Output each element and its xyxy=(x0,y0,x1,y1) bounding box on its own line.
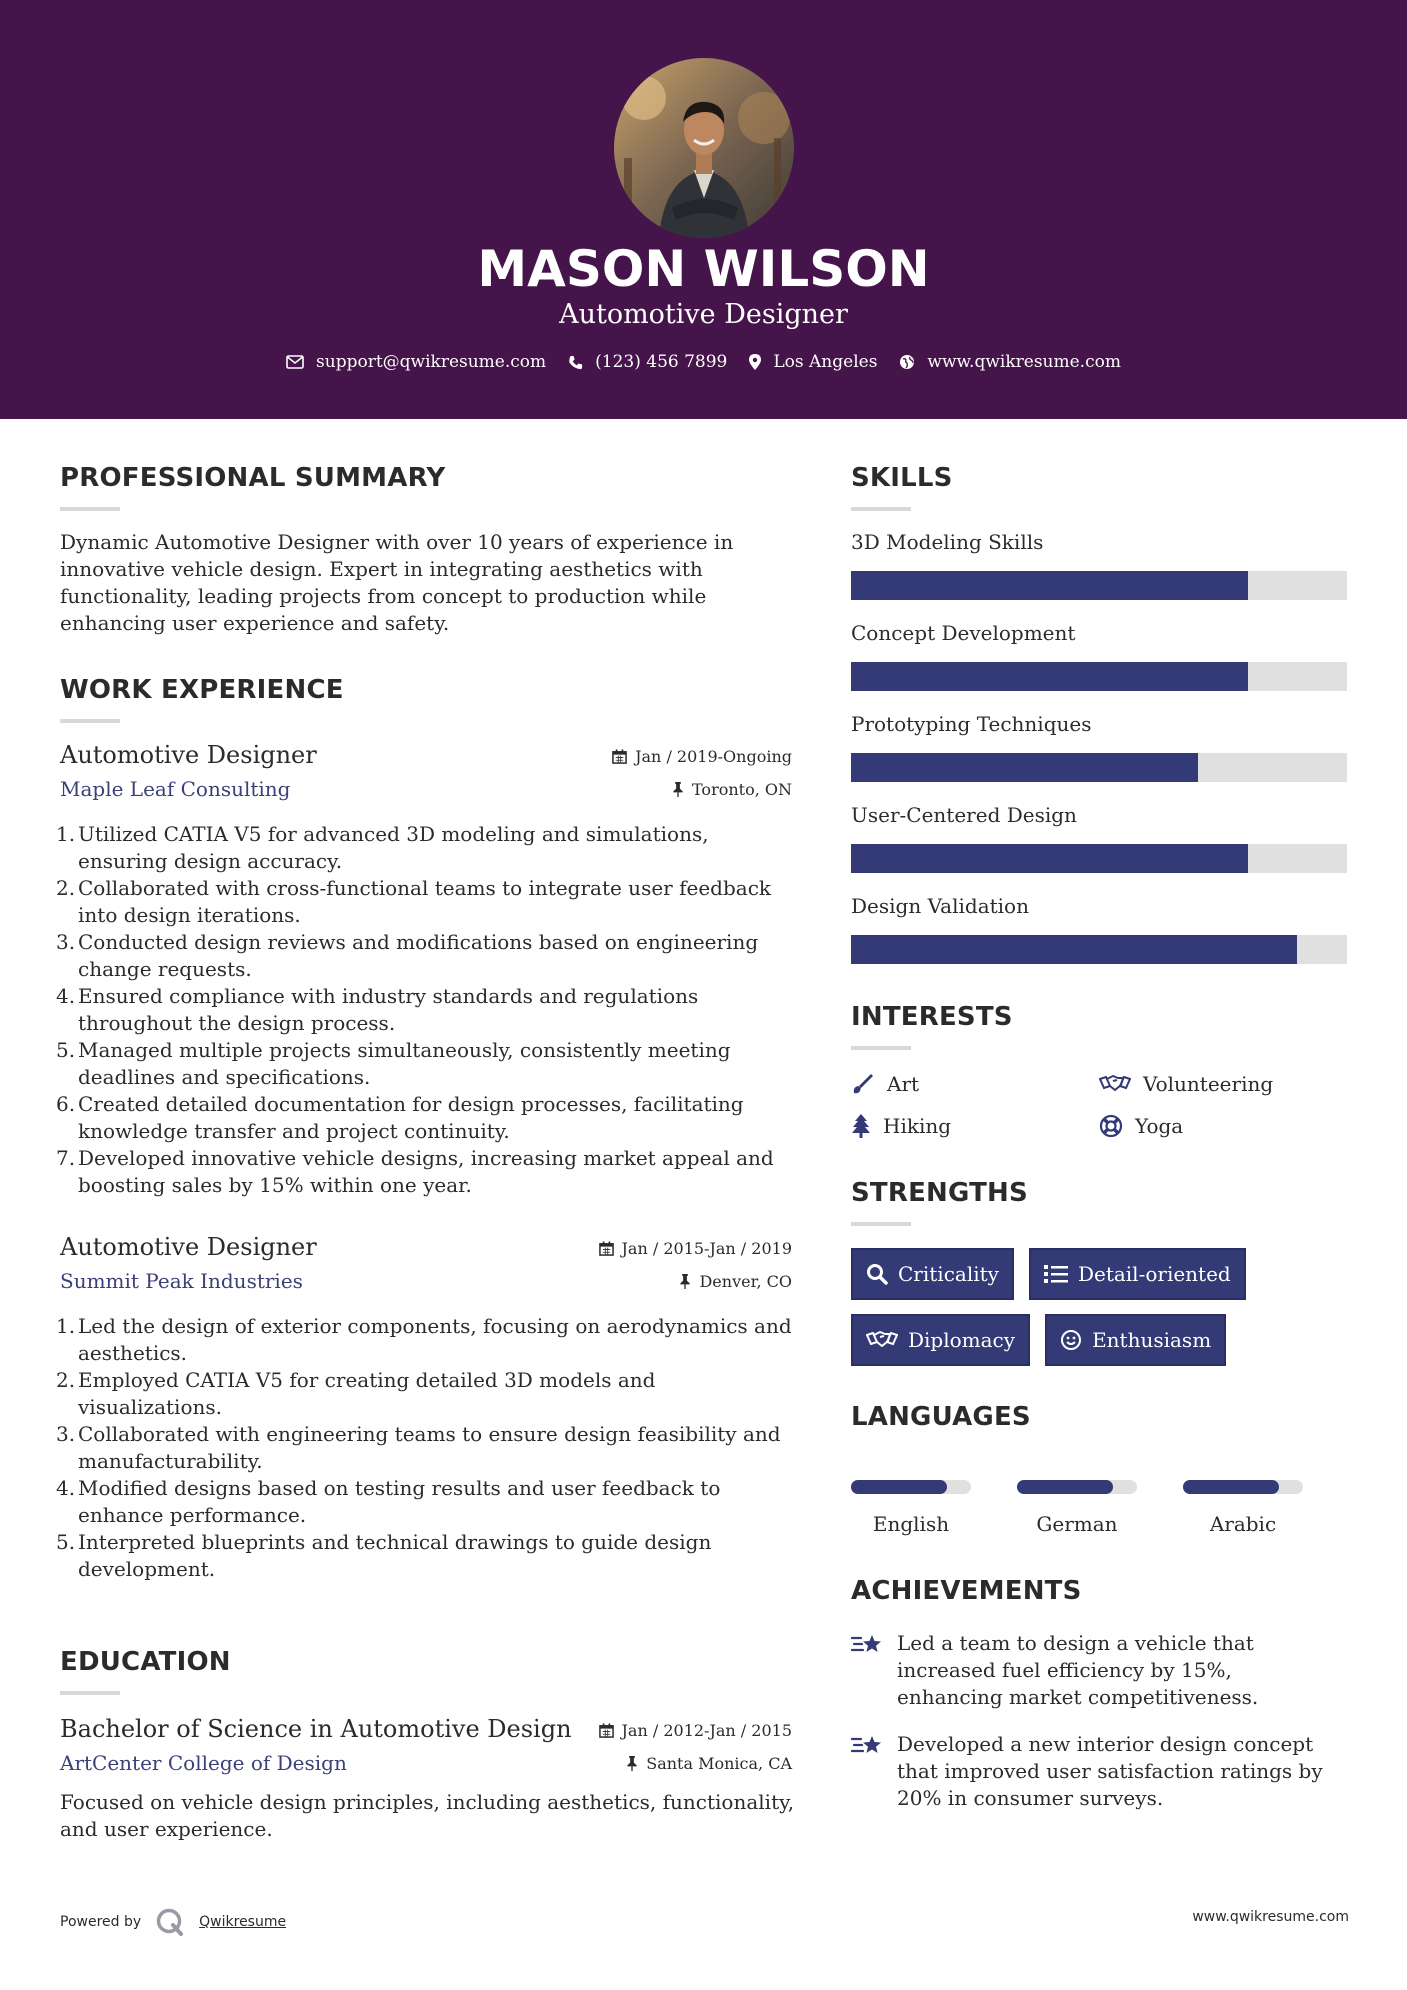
strength-chip xyxy=(851,1248,1014,1300)
skills-heading: SKILLS xyxy=(851,463,953,493)
envelope-icon xyxy=(286,355,304,369)
list-icon xyxy=(1044,1264,1068,1284)
list-item: 5. Managed multiple projects simultaneously, consistently meeting deadlines and specifications. xyxy=(56,1038,731,1089)
skill-item xyxy=(851,802,1349,873)
experience-section xyxy=(56,675,792,1583)
map-pin-icon xyxy=(749,354,761,370)
handshake-icon xyxy=(1099,1073,1131,1095)
handshake-icon xyxy=(866,1329,898,1351)
calendar-icon xyxy=(599,1241,614,1256)
skill-label: Design Validation xyxy=(851,894,1029,918)
skills-list xyxy=(851,529,1349,964)
list-item: 4. Modified designs based on testing results and user feedback to enhance performance. xyxy=(56,1476,721,1527)
summary-section xyxy=(60,463,792,637)
contact-bar xyxy=(0,352,1407,372)
contact-phone[interactable] xyxy=(568,352,727,372)
section-divider xyxy=(851,1222,911,1226)
brand-link[interactable]: Qwikresume xyxy=(199,1914,287,1930)
job-location-text: Denver, CO xyxy=(699,1272,792,1291)
language-item xyxy=(1183,1480,1349,1536)
achievements-heading: ACHIEVEMENTS xyxy=(851,1576,1082,1606)
job-bullets xyxy=(56,1313,792,1583)
paintbrush-icon xyxy=(851,1073,875,1095)
education-header xyxy=(60,1715,792,1787)
contact-email[interactable] xyxy=(286,352,546,372)
section-divider xyxy=(60,719,120,723)
calendar-icon xyxy=(599,1723,614,1738)
achievement-text: Developed a new interior design concept that improved user satisfaction ratings by 20% in consumer surveys. xyxy=(897,1732,1323,1810)
job-entry xyxy=(56,1233,792,1583)
search-icon xyxy=(866,1263,888,1285)
languages-heading: LANGUAGES xyxy=(851,1402,1031,1432)
language-bar xyxy=(1183,1480,1303,1494)
strength-chip xyxy=(1029,1248,1246,1300)
skill-bar-fill xyxy=(851,844,1248,873)
skills-section xyxy=(851,463,1349,964)
job-location xyxy=(679,1272,792,1291)
skill-bar-fill xyxy=(851,662,1248,691)
skill-label: Concept Development xyxy=(851,621,1076,645)
strength-label: Criticality xyxy=(898,1262,999,1286)
job-date xyxy=(599,1239,792,1258)
strength-label: Diplomacy xyxy=(908,1328,1016,1352)
job-company: Summit Peak Industries xyxy=(60,1269,303,1293)
language-label: English xyxy=(872,1512,950,1536)
school-name: ArtCenter College of Design xyxy=(60,1751,347,1775)
tree-icon xyxy=(851,1114,871,1138)
language-label: German xyxy=(1036,1512,1118,1536)
list-item: 2. Employed CATIA V5 for creating detailed 3D models and visualizations. xyxy=(56,1368,656,1419)
contact-location-text: Los Angeles xyxy=(773,352,878,372)
section-divider xyxy=(60,1691,120,1695)
experience-heading: WORK EXPERIENCE xyxy=(60,675,344,705)
list-item: 2. Collaborated with cross-functional teams to integrate user feedback into design iterations. xyxy=(56,876,772,927)
strength-chip xyxy=(851,1314,1030,1366)
education-location-text: Santa Monica, CA xyxy=(646,1754,792,1773)
education-location xyxy=(626,1754,792,1773)
job-date-text: Jan / 2015-Jan / 2019 xyxy=(621,1239,792,1258)
language-item xyxy=(851,1480,1017,1536)
achievements-section xyxy=(851,1576,1349,1812)
language-bar xyxy=(1017,1480,1137,1494)
interest-item xyxy=(1099,1114,1347,1138)
smile-icon xyxy=(1060,1329,1082,1351)
lifering-icon xyxy=(1099,1114,1123,1138)
strengths-section xyxy=(851,1178,1349,1380)
skill-bar xyxy=(851,753,1347,782)
shooting-star-icon xyxy=(851,1632,885,1658)
list-item: 3. Collaborated with engineering teams to ensure design feasibility and manufacturability. xyxy=(56,1422,781,1473)
education-date xyxy=(599,1721,792,1740)
language-bar-fill xyxy=(851,1480,947,1494)
strengths-heading: STRENGTHS xyxy=(851,1178,1028,1208)
phone-icon xyxy=(568,355,583,370)
achievement-text: Led a team to design a vehicle that increased fuel efficiency by 15%, enhancing market competitiveness. xyxy=(897,1631,1259,1709)
list-item: 4. Ensured compliance with industry standards and regulations throughout the design process. xyxy=(56,984,699,1035)
interests-grid xyxy=(851,1072,1349,1138)
interest-label: Art xyxy=(887,1072,920,1096)
profile-photo xyxy=(614,58,794,238)
skill-item xyxy=(851,893,1349,964)
skill-bar-fill xyxy=(851,753,1198,782)
interest-item xyxy=(851,1072,1099,1096)
job-date xyxy=(612,747,792,766)
skill-label: 3D Modeling Skills xyxy=(851,530,1044,554)
strength-chip xyxy=(1045,1314,1226,1366)
pushpin-icon xyxy=(626,1756,638,1771)
section-divider xyxy=(851,507,911,511)
job-header xyxy=(60,741,792,813)
job-title: Automotive Designer xyxy=(60,1233,317,1261)
interests-section xyxy=(851,1002,1349,1138)
job-bullets xyxy=(56,821,792,1199)
interest-item xyxy=(1099,1072,1347,1096)
candidate-role: Automotive Designer xyxy=(559,299,848,330)
contact-email-text[interactable]: support@qwikresume.com xyxy=(316,352,547,372)
interests-heading: INTERESTS xyxy=(851,1002,1013,1032)
job-company: Maple Leaf Consulting xyxy=(60,777,291,801)
resume-header xyxy=(0,0,1407,419)
globe-icon xyxy=(899,354,915,370)
skill-bar xyxy=(851,662,1347,691)
contact-phone-text[interactable]: (123) 456 7899 xyxy=(595,352,728,372)
footer-url[interactable]: www.qwikresume.com xyxy=(1192,1909,1349,1925)
skill-bar xyxy=(851,571,1347,600)
skill-bar-fill xyxy=(851,935,1297,964)
interest-label: Hiking xyxy=(883,1114,952,1138)
section-divider xyxy=(851,1446,911,1450)
achievement-item xyxy=(851,1630,1349,1711)
pushpin-icon xyxy=(679,1274,691,1289)
education-section xyxy=(60,1647,795,1843)
summary-heading: PROFESSIONAL SUMMARY xyxy=(60,463,446,493)
education-description: Focused on vehicle design principles, including aesthetics, functionality, and user experience. xyxy=(60,1790,795,1841)
job-entry xyxy=(56,741,792,1199)
strengths-chips xyxy=(851,1248,1349,1380)
job-location xyxy=(672,780,792,799)
list-item: 1. Led the design of exterior components, focusing on aerodynamics and aesthetics. xyxy=(56,1314,792,1365)
candidate-name: MASON WILSON xyxy=(477,240,930,298)
skill-item xyxy=(851,620,1349,691)
languages-section xyxy=(851,1402,1349,1536)
interest-item xyxy=(851,1114,1099,1138)
strength-label: Enthusiasm xyxy=(1092,1328,1212,1352)
skill-bar xyxy=(851,844,1347,873)
list-item: 5. Interpreted blueprints and technical drawings to guide design development. xyxy=(56,1530,712,1581)
skill-bar xyxy=(851,935,1347,964)
education-heading: EDUCATION xyxy=(60,1647,231,1677)
skill-item xyxy=(851,711,1349,782)
list-item: 1. Utilized CATIA V5 for advanced 3D modeling and simulations, ensuring design accuracy. xyxy=(56,822,709,873)
skill-item xyxy=(851,529,1349,600)
interest-label: Volunteering xyxy=(1143,1072,1274,1096)
skill-label: User-Centered Design xyxy=(851,803,1077,827)
powered-by xyxy=(60,1907,286,1937)
languages-list xyxy=(851,1480,1349,1536)
right-column xyxy=(851,463,1349,1812)
section-divider xyxy=(851,1620,911,1624)
interest-label: Yoga xyxy=(1135,1114,1184,1138)
powered-by-label: Powered by xyxy=(60,1914,142,1930)
qwikresume-logo-icon xyxy=(155,1907,185,1937)
language-item xyxy=(1017,1480,1183,1536)
contact-website[interactable] xyxy=(899,352,1121,372)
contact-location xyxy=(749,352,877,372)
summary-text: Dynamic Automotive Designer with over 10 years of experience in innovative vehicle design. Expert in integrating aesthetics with functionality, leading projects from concept to production while enhancing user experience and safety. xyxy=(60,530,734,635)
list-item: 6. Created detailed documentation for design processes, facilitating knowledge transfer and project continuity. xyxy=(56,1092,744,1143)
language-label: Arabic xyxy=(1209,1512,1277,1536)
pushpin-icon xyxy=(672,782,684,797)
skill-bar-fill xyxy=(851,571,1248,600)
strength-label: Detail-oriented xyxy=(1077,1262,1231,1286)
left-column xyxy=(56,463,795,1843)
achievement-item xyxy=(851,1731,1349,1812)
contact-website-text[interactable]: www.qwikresume.com xyxy=(927,352,1121,372)
list-item: 3. Conducted design reviews and modifications based on engineering change requests. xyxy=(56,930,759,981)
degree-title: Bachelor of Science in Automotive Design xyxy=(60,1715,572,1743)
skill-label: Prototyping Techniques xyxy=(851,712,1092,736)
list-item: 7. Developed innovative vehicle designs, increasing market appeal and boosting sales by 15% within one year. xyxy=(56,1146,774,1197)
job-date-text: Jan / 2019-Ongoing xyxy=(635,747,792,766)
language-bar-fill xyxy=(1183,1480,1279,1494)
language-bar-fill xyxy=(1017,1480,1113,1494)
job-title: Automotive Designer xyxy=(60,741,317,769)
education-date-text: Jan / 2012-Jan / 2015 xyxy=(621,1721,792,1740)
job-header xyxy=(60,1233,792,1305)
language-bar xyxy=(851,1480,971,1494)
calendar-icon xyxy=(612,749,627,764)
shooting-star-icon xyxy=(851,1733,885,1759)
page-footer xyxy=(60,1899,1349,1933)
section-divider xyxy=(60,507,120,511)
section-divider xyxy=(851,1046,911,1050)
job-location-text: Toronto, ON xyxy=(692,780,792,799)
